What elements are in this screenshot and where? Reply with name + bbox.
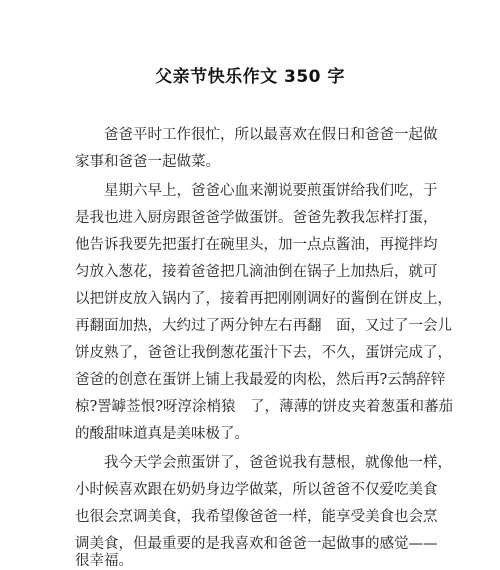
body-line: 小时候喜欢跟在奶奶身边学做菜，所以爸爸不仅爱吃美食 [75,482,438,498]
body-line: 匀放入葱花，接着爸爸把几滴油倒在锅子上加热后，就可 [75,264,438,280]
body-line: 也很会烹调美食，我希望像爸爸一样，能享受美食也会烹 [75,509,438,525]
body-line: 他告诉我要先把蛋打在碗里头，加一点点酱油，再搅拌均 [75,237,438,253]
body-line: 的酸甜味道真是美味极了。 [75,426,249,442]
body-line: 爸爸平时工作很忙，所以最喜欢在假日和爸爸一起做 [104,127,438,143]
body-line: 椋?詈罅莶恨?呀淳涂梢猿 了，薄薄的饼皮夹着葱蛋和蕃茄 [75,399,454,415]
body-line: 爸爸的创意在蛋饼上铺上我最爱的肉松，然后再?云鹄辞锌 [75,372,446,388]
body-line: 以把饼皮放入锅内了，接着再把刚刚调好的酱倒在饼皮上， [75,291,452,307]
document-title: 父亲节快乐作文 350 字 [155,67,345,87]
body-line: 很幸福。 [75,553,133,569]
body-line: 家事和爸爸一起做菜。 [75,154,220,170]
body-line: 星期六早上，爸爸心血来潮说要煎蛋饼给我们吃，于 [104,183,438,199]
body-line: 调美食，但最重要的是我喜欢和爸爸一起做事的感觉—— [75,536,438,552]
body-line: 再翻面加热，大约过了两分钟左右再翻 面，又过了一会儿 [75,318,452,334]
body-line: 我今天学会煎蛋饼了，爸爸说我有慧根，就像他一样， [104,455,452,471]
body-line: 饼皮熟了，爸爸让我倒葱花蛋汁下去，不久，蛋饼完成了， [75,345,452,361]
body-line: 是我也进入厨房跟爸爸学做蛋饼。爸爸先教我怎样打蛋， [75,210,438,226]
